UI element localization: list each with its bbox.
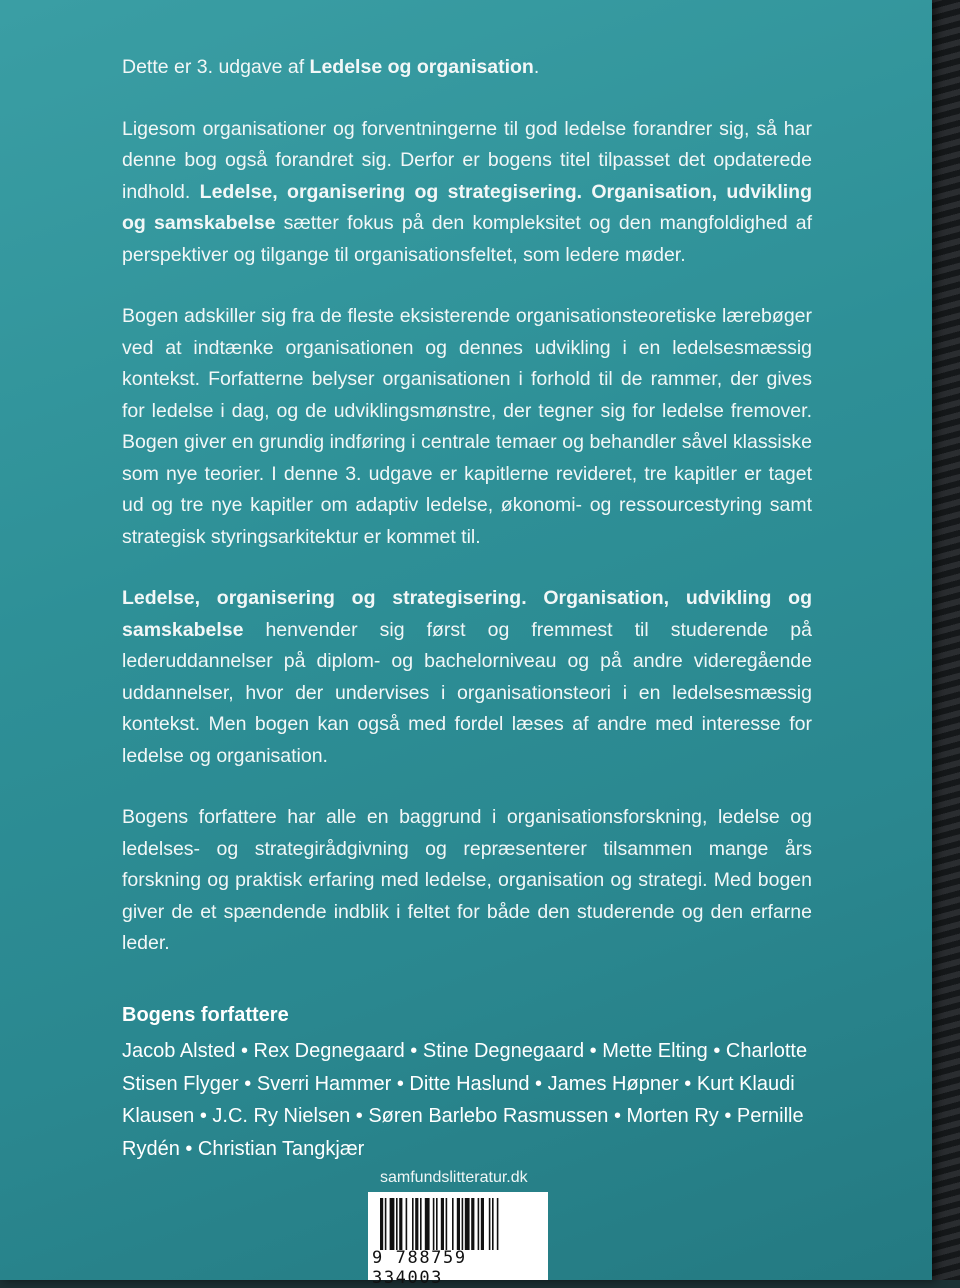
barcode-bar [390, 1198, 395, 1250]
edition-text: Dette er 3. udgave af [122, 56, 310, 78]
edition-note [122, 52, 812, 84]
authors-heading: Bogens forfattere [122, 1003, 289, 1026]
barcode-bar [425, 1198, 430, 1250]
barcode-bar [497, 1198, 499, 1250]
blurb-text [122, 52, 812, 1165]
barcode-bar [396, 1198, 398, 1250]
barcode-bar [420, 1198, 422, 1250]
isbn-barcode [368, 1192, 548, 1288]
barcode-bar [380, 1198, 383, 1250]
paragraph-1-text-b: sætter fokus på den kompleksitet og den mangfoldighed af perspektiver og tilgange til organisationsfeltet, som ledere møder. [122, 212, 812, 266]
barcode-bar [412, 1198, 414, 1250]
barcode-bar [441, 1198, 444, 1250]
paragraph-3-text: henvender sig først og fremmest til studerende på lederuddannelser på diplom- og bachelorniveau og på andre videregående uddannelser, hvor der undervises i organisationsteori i en ledelsesmæssig kontekst. Men bogen kan også med fordel læses af andre med interesse for ledelse og organisation. [122, 618, 812, 767]
paragraph-4: Bogens forfattere har alle en baggrund i organisationsforskning, ledelse og ledelses- og strategirådgivning og repræsenterer tilsammen mange års forskning og praktisk erfaring med ledelse, organisation og strategi. Med bogen giver de et spændende indblik i feltet for både den studerende og den erfarne leder. [122, 806, 812, 954]
barcode-bar [481, 1198, 484, 1250]
barcode-bar [399, 1198, 402, 1250]
barcode-bar [433, 1198, 435, 1250]
paragraph-1 [122, 114, 812, 272]
authors-list: Jacob Alsted • Rex Degnegaard • Stine Degnegaard • Mette Elting • Charlotte Stisen Flyger • Sverri Hammer • Ditte Haslund • James Høpner • Kurt Klaudi Klausen • J.C. Ry Nielsen • Søren Barlebo Rasmussen • Morten Ry • Pernille Rydén • Christian Tangkjær [122, 1040, 808, 1160]
barcode-bar [492, 1198, 494, 1250]
edition-end: . [533, 56, 540, 78]
barcode-bar [385, 1198, 387, 1250]
barcode-bars [380, 1198, 538, 1250]
barcode-bar [489, 1198, 491, 1250]
paragraph-1-title: Ledelse, organisering og strategisering. Organisation, udvikling og samskabelse [122, 180, 812, 234]
paragraph-3-title: Ledelse, organisering og strategisering. Organisation, udvikling og samskabelse [122, 587, 812, 641]
barcode-bar [471, 1198, 474, 1250]
barcode-bar [406, 1198, 408, 1250]
barcode-bar [446, 1198, 448, 1250]
publisher-url: samfundslitteratur.dk [380, 1169, 528, 1186]
barcode-bar [415, 1198, 418, 1250]
paragraph-3 [122, 583, 812, 772]
barcode-bar [457, 1198, 460, 1250]
previous-title: Ledelse og organisation [309, 56, 534, 78]
barcode-bar [436, 1198, 438, 1250]
barcode-bar [452, 1198, 454, 1250]
paragraph-2: Bogen adskiller sig fra de fleste eksisterende organisationsteoretiske lærebøger ved at indtænke organisationen og dennes udvikling i en ledelsesmæssig kontekst. Forfatterne belyser organisationen i forhold til de rammer, der gives for ledelse i dag, og de udviklingsmønstre, der tegner sig for ledelse fremover. Bogen giver en grundig indføring i centrale temaer og behandler såvel klassiske som nye teorier. I denne 3. udgave er kapitlerne revideret, tre kapitler er taget ud og tre nye kapitler om adaptiv ledelse, økonomi- og ressourcestyring samt strategisk styringsarkitektur er kommet til. [122, 305, 812, 548]
barcode-bar [478, 1198, 480, 1250]
barcode-bar [462, 1198, 464, 1250]
paragraph-1-text-a: Ligesom organisationer og forventningerne til god ledelse forandrer sig, så har denne bog også forandret sig. Derfor er bogens titel tilpasset det opdaterede indhold. [122, 117, 812, 203]
isbn-digits: 9 788759 334003 [372, 1248, 467, 1288]
barcode-bar [465, 1198, 470, 1250]
